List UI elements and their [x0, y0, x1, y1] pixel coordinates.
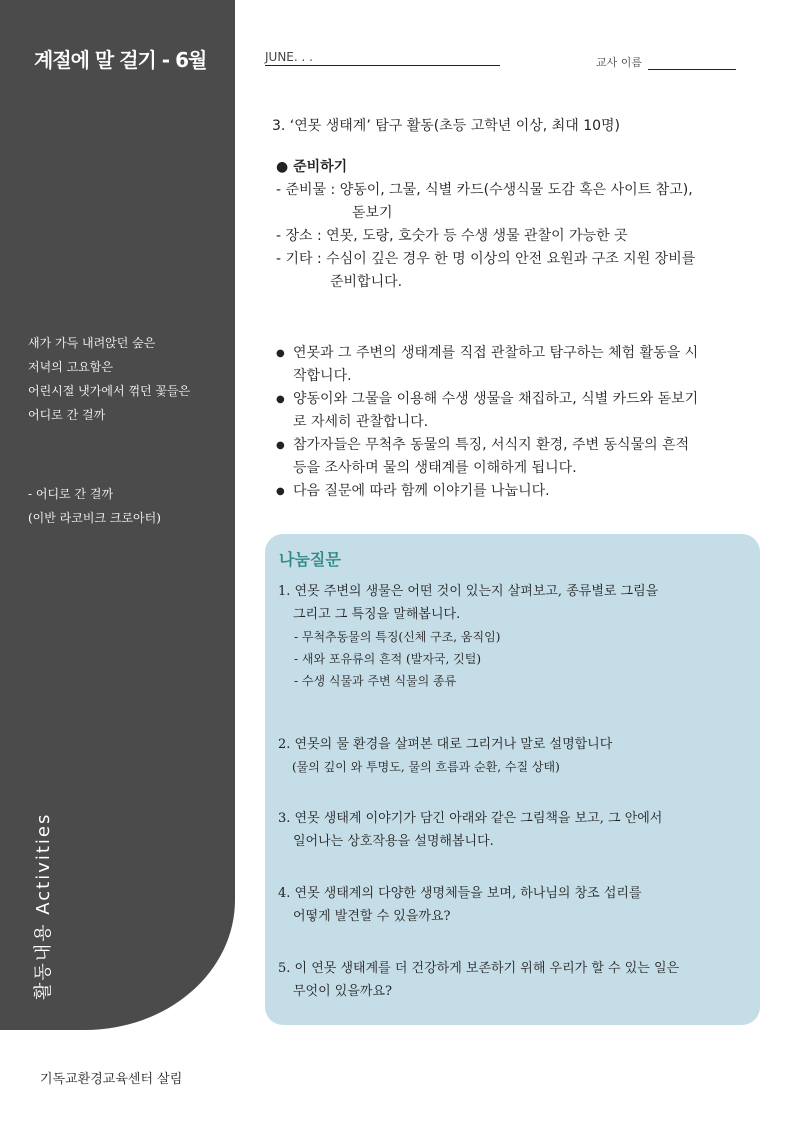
question-text: 어떻게 발견할 수 있을까요? [293, 909, 451, 924]
source-line: - 어디로 간 걸까 [28, 487, 114, 501]
poem-line: 어디로 간 걸까 [28, 408, 106, 422]
section-title: 3. ‘연못 생태계’ 탐구 활동(초등 고학년 이상, 최대 10명) [272, 118, 621, 134]
question-1 [278, 580, 658, 692]
question-text: 2. 연못의 물 환경을 살펴본 대로 그리거나 말로 설명합니다 [278, 737, 613, 752]
question-text: 4. 연못 생태계의 다양한 생명체들을 보며, 하나님의 창조 섭리를 [278, 886, 642, 901]
bullet-item [276, 342, 760, 388]
question-subitem: (물의 깊이 와 투명도, 물의 흐름과 순환, 수질 상태) [292, 760, 560, 774]
question-2 [278, 733, 612, 779]
bullet-text: 로 자세히 관찰합니다. [293, 414, 429, 430]
teacher-label: 교사 이름 [596, 56, 643, 69]
poem-source [28, 482, 161, 530]
question-text: 무엇이 있을까요? [293, 984, 393, 999]
question-text: 1. 연못 주변의 생물은 어떤 것이 있는지 살펴보고, 종류별로 그림을 [278, 584, 659, 599]
preparation-heading: ● 준비하기 [276, 159, 348, 175]
bullet-text: ● 양동이와 그물을 이용해 수생 생물을 채집하고, 식별 카드와 돋보기 [293, 391, 699, 407]
source-line: (이반 라코비크 크로아터) [28, 511, 161, 525]
discussion-title: 나눔질문 [279, 550, 341, 569]
prep-line: - 장소 : 연못, 도랑, 호숫가 등 수생 생물 관찰이 가능한 곳 [276, 228, 628, 244]
preparation-block [276, 156, 695, 294]
question-text: 5. 이 연못 생태계를 더 건강하게 보존하기 위해 우리가 할 수 있는 일은 [278, 961, 680, 976]
question-3 [278, 807, 662, 853]
page-title: 계절에 말 걸기 - 6월 [34, 48, 207, 72]
prep-line: - 준비물 : 양동이, 그물, 식별 카드(수생식물 도감 혹은 사이트 참고), [276, 182, 693, 198]
activity-bullets [276, 342, 760, 503]
vertical-section-label: 활동내용 Activities [33, 812, 54, 1000]
bullet-item [276, 434, 760, 480]
prep-line: - 기타 : 수심이 깊은 경우 한 명 이상의 안전 요원과 구조 지원 장비를 [276, 251, 696, 267]
bullet-item [276, 388, 760, 434]
poem-quote [28, 331, 190, 427]
bullet-text: ● 참가자들은 무척추 동물의 특징, 서식지 환경, 주변 동식물의 흔적 [293, 437, 690, 453]
teacher-name-field [596, 54, 736, 70]
question-text: 일어나는 상호작용을 설명해봅니다. [293, 834, 494, 849]
poem-line: 어린시절 냇가에서 꺾던 꽃들은 [28, 384, 191, 398]
prep-line: 돋보기 [352, 205, 393, 221]
footer-credit: 기독교환경교육센터 살림 [40, 1072, 183, 1087]
poem-line: 새가 가득 내려앉던 숲은 [28, 336, 156, 350]
bullet-item [276, 480, 760, 503]
question-subitem: - 무척추동물의 특징(신체 구조, 움직임) [294, 630, 501, 644]
question-text: 그리고 그 특징을 말해봅니다. [293, 607, 461, 622]
teacher-name-line [648, 69, 736, 70]
date-field: JUNE. . . [265, 50, 500, 66]
prep-line: 준비합니다. [330, 274, 403, 290]
question-subitem: - 수생 식물과 주변 식물의 종류 [294, 674, 457, 688]
question-4 [278, 882, 642, 928]
bullet-text: 작합니다. [293, 368, 352, 384]
poem-line: 저녁의 고요함은 [28, 360, 113, 374]
question-subitem: - 새와 포유류의 흔적 (발자국, 깃털) [294, 652, 482, 666]
question-5 [278, 957, 679, 1003]
bullet-text: ● 다음 질문에 따라 함께 이야기를 나눕니다. [293, 483, 550, 499]
question-text: 3. 연못 생태계 이야기가 담긴 아래와 같은 그림책을 보고, 그 안에서 [278, 811, 663, 826]
bullet-text: 등을 조사하며 물의 생태계를 이해하게 됩니다. [293, 460, 577, 476]
bullet-text: ● 연못과 그 주변의 생태계를 직접 관찰하고 탐구하는 체험 활동을 시 [293, 345, 699, 361]
